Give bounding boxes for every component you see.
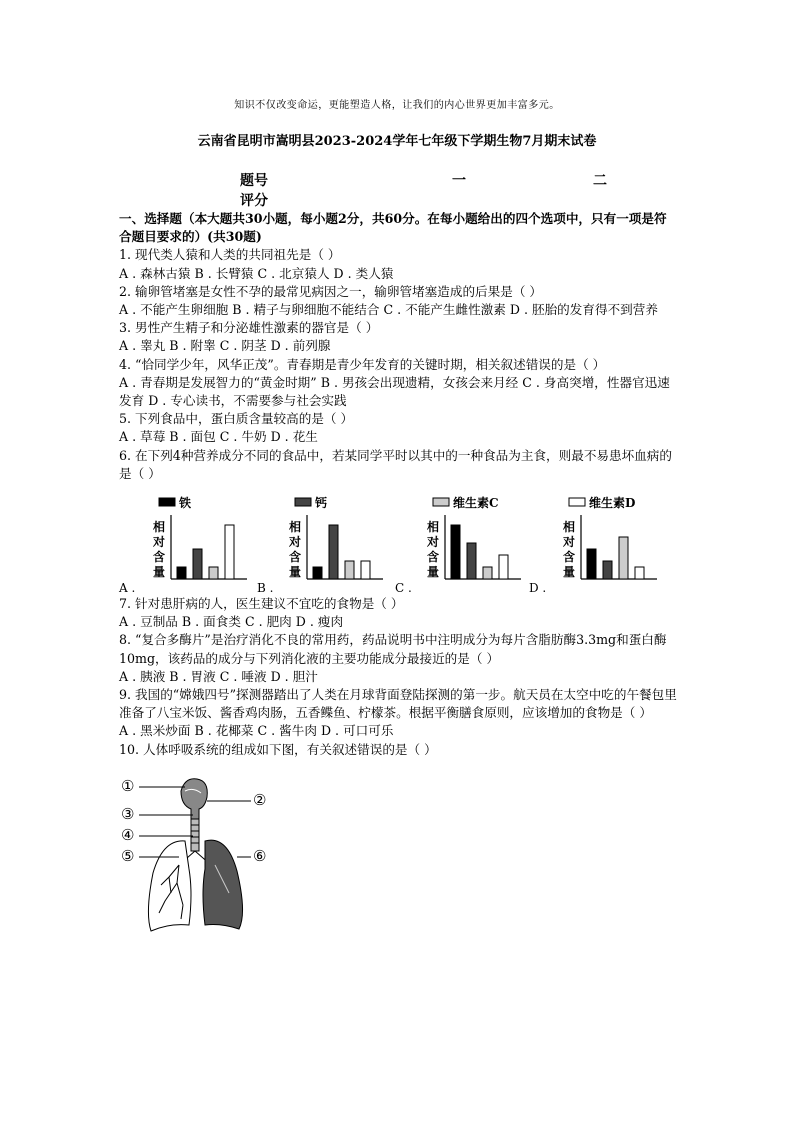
diagram-label-2: ② bbox=[253, 790, 267, 809]
chart-option-a: A . bbox=[119, 581, 136, 596]
bar-fe bbox=[313, 567, 322, 579]
question-3: 3. 男性产生精子和分泌雄性激素的器官是（ ） bbox=[119, 320, 379, 336]
bar-vc bbox=[483, 567, 492, 579]
question-3-options: A . 睾丸 B . 附睾 C . 阴茎 D . 前列腺 bbox=[119, 338, 331, 354]
question-6: 6. 在下列4种营养成分不同的食品中，若某同学平时以其中的一种食品为主食，则最不易患坏血病的是（ ） bbox=[119, 447, 672, 481]
nutrient-charts bbox=[119, 495, 679, 595]
legend-label-vd: 维生素D bbox=[589, 496, 636, 511]
question-2-options: A . 不能产生卵细胞 B . 精子与卵细胞不能结合 C . 不能产生雌性激素 D . 胚胎的发育得不到营养 bbox=[119, 302, 658, 318]
question-1-options: A . 森林古猿 B . 长臂猿 C . 北京猿人 D . 类人猿 bbox=[119, 265, 394, 281]
axis-label-char: 含 bbox=[289, 550, 302, 565]
question-4: 4. “恰同学少年，风华正茂”。青春期是青少年发育的关键时期，相关叙述错误的是（ ） bbox=[119, 356, 606, 372]
question-5-options: A . 草莓 B . 面包 C . 牛奶 D . 花生 bbox=[119, 429, 318, 445]
legend-label-ca: 钙 bbox=[315, 496, 328, 511]
chart-option-b: B . bbox=[257, 581, 274, 596]
chart-option-d: D . bbox=[529, 581, 547, 596]
question-10: 10. 人体呼吸系统的组成如下图，有关叙述错误的是（ ） bbox=[119, 741, 437, 757]
score-table-col-1: 一 bbox=[452, 173, 466, 189]
question-9-options: A . 黑米炒面 B . 花椰菜 C . 酱牛肉 D . 可口可乐 bbox=[119, 723, 394, 739]
legend-label-fe: 铁 bbox=[179, 496, 192, 511]
score-table-row-label: 评分 bbox=[240, 193, 268, 209]
bar-vd bbox=[635, 567, 644, 579]
axis-label-char: 相 bbox=[563, 520, 576, 535]
diagram-label-4: ④ bbox=[121, 825, 135, 844]
score-table-header-label: 题号 bbox=[240, 173, 268, 189]
question-content bbox=[119, 210, 679, 941]
axis-label-char: 对 bbox=[153, 535, 166, 550]
bar-vc bbox=[209, 567, 218, 579]
bar-ca bbox=[603, 561, 612, 579]
axis-label-char: 对 bbox=[563, 535, 576, 550]
bar-ca bbox=[193, 549, 202, 579]
motto: 知识不仅改变命运，更能塑造人格，让我们的内心世界更加丰富多元。 bbox=[234, 100, 560, 111]
axis-label-char: 相 bbox=[427, 520, 440, 535]
bar-fe bbox=[451, 525, 460, 579]
chart-d bbox=[563, 495, 663, 593]
question-9: 9. 我国的“嫦娥四号”探测器踏出了人类在月球背面登陆探测的第一步。航天员在太空中吃的午餐包里准备了八宝米饭、酱香鸡肉肠，五香鲽鱼、柠檬茶。根据平衡膳食原则，应该增加的食物是（ ） bbox=[119, 687, 677, 721]
axis-label-char: 量 bbox=[427, 565, 440, 580]
bar-vd bbox=[499, 555, 508, 579]
diagram-label-1: ① bbox=[121, 776, 135, 795]
axis-label-char: 对 bbox=[427, 535, 440, 550]
question-5: 5. 下列食品中，蛋白质含量较高的是（ ） bbox=[119, 411, 354, 427]
chart-a bbox=[153, 495, 253, 593]
legend-swatch-vc bbox=[433, 498, 449, 506]
bar-ca bbox=[329, 525, 338, 579]
bar-fe bbox=[177, 567, 186, 579]
question-1: 1. 现代类人猿和人类的共同祖先是（ ） bbox=[119, 247, 341, 263]
legend-swatch-vd bbox=[569, 498, 585, 506]
section-heading: 一、选择题（本大题共30小题，每小题2分，共60分。在每小题给出的四个选项中，只有一项是符合题目要求的）(共30题) bbox=[119, 211, 667, 245]
bar-vd bbox=[225, 525, 234, 579]
question-8: 8. “复合多酶片”是治疗消化不良的常用药，药品说明书中注明成分为每片含脂肪酶3.3mg和蛋白酶10mg，该药品的成分与下列消化液的主要功能成分最接近的是（ ） bbox=[119, 632, 667, 666]
bar-ca bbox=[467, 543, 476, 579]
question-8-options: A . 胰液 B . 胃液 C . 唾液 D . 胆汁 bbox=[119, 668, 318, 684]
diagram-label-3: ③ bbox=[121, 804, 135, 823]
bar-vc bbox=[345, 561, 354, 579]
bar-vd bbox=[361, 561, 370, 579]
diagram-label-6: ⑥ bbox=[253, 846, 267, 865]
axis-label-char: 相 bbox=[289, 520, 302, 535]
chart-option-c: C . bbox=[395, 581, 412, 596]
chart-b bbox=[289, 495, 389, 593]
page-title: 云南省昆明市嵩明县2023-2024学年七年级下学期生物7月期末试卷 bbox=[197, 134, 597, 149]
axis-label-char: 量 bbox=[563, 565, 576, 580]
question-4-options: A . 青春期是发展智力的“黄金时期” B . 男孩会出现遗精，女孩会来月经 C . 身高突增，性器官迅速发育 D . 专心读书，不需要参与社会实践 bbox=[119, 374, 670, 409]
chart-c bbox=[427, 495, 527, 593]
score-table-col-2: 二 bbox=[593, 173, 607, 189]
axis-label-char: 含 bbox=[153, 550, 166, 565]
question-7-options: A . 豆制品 B . 面食类 C . 肥肉 D . 瘦肉 bbox=[119, 614, 344, 630]
bar-fe bbox=[587, 549, 596, 579]
question-7: 7. 针对患肝病的人，医生建议不宜吃的食物是（ ） bbox=[119, 596, 404, 612]
axis-label-char: 含 bbox=[427, 550, 440, 565]
axis-label-char: 量 bbox=[289, 565, 302, 580]
diagram-label-5: ⑤ bbox=[121, 846, 135, 865]
legend-swatch-ca bbox=[295, 498, 311, 506]
axis-label-char: 含 bbox=[563, 550, 576, 565]
axis-label-char: 相 bbox=[153, 520, 166, 535]
question-2: 2. 输卵管堵塞是女性不孕的最常见病因之一，输卵管堵塞造成的后果是（ ） bbox=[119, 283, 543, 299]
axis-label-char: 对 bbox=[289, 535, 302, 550]
axis-label-char: 量 bbox=[153, 565, 166, 580]
bar-vc bbox=[619, 537, 628, 579]
legend-label-vc: 维生素C bbox=[453, 496, 499, 511]
respiratory-system-diagram bbox=[119, 773, 679, 941]
legend-swatch-fe bbox=[159, 498, 175, 506]
